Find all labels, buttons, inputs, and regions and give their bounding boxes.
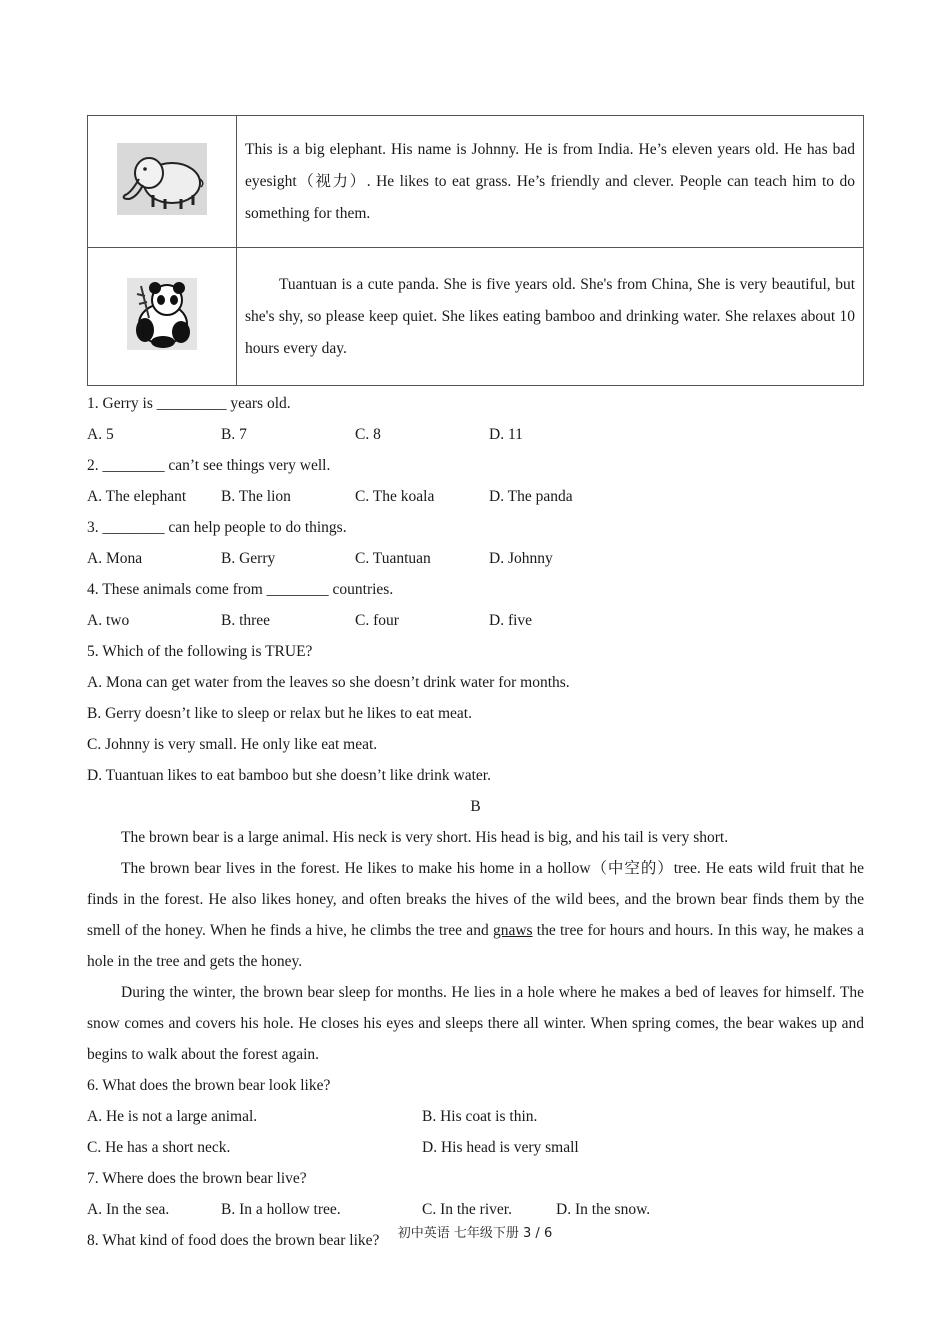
- question-stem: 2. ________ can’t see things very well.: [87, 457, 331, 474]
- option: C. Johnny is very small. He only like eat meat.: [87, 736, 378, 753]
- option: C. In the river.: [422, 1201, 512, 1218]
- panda-description: Tuantuan is a cute panda. She is five years old. She's from China, She is very beautiful, but she's shy, so please keep quiet. She likes eating bamboo and drinking water. She relaxes about 10 hours every day.: [237, 248, 864, 386]
- question-stem: 6. What does the brown bear look like?: [87, 1077, 331, 1094]
- passage-paragraph-2: [87, 853, 864, 977]
- option: B. Gerry: [221, 550, 276, 567]
- table-row: [88, 116, 864, 248]
- option: B. The lion: [221, 488, 291, 505]
- page-content: [87, 115, 864, 1256]
- option: A. two: [87, 612, 130, 629]
- option: B. three: [221, 612, 271, 629]
- passage-paragraph-1: The brown bear is a large animal. His neck is very short. His head is big, and his tail is very short.: [121, 829, 729, 846]
- question-stem: 7. Where does the brown bear live?: [87, 1170, 307, 1187]
- option: B. In a hollow tree.: [221, 1201, 341, 1218]
- options-row: [87, 543, 864, 574]
- question-6: [87, 1070, 864, 1163]
- option: A. Mona can get water from the leaves so she doesn’t drink water for months.: [87, 674, 570, 691]
- option: A. The elephant: [87, 488, 187, 505]
- options-row: [87, 419, 864, 450]
- question-stem: 3. ________ can help people to do things.: [87, 519, 347, 536]
- option: A. Mona: [87, 550, 143, 567]
- option: A. 5: [87, 426, 114, 443]
- question-stem: 5. Which of the following is TRUE?: [87, 643, 313, 660]
- option: C. Tuantuan: [355, 550, 431, 567]
- option: D. Johnny: [489, 550, 553, 567]
- question-stem: 1. Gerry is _________ years old.: [87, 395, 291, 412]
- elephant-cell: [88, 116, 237, 248]
- elephant-icon: [117, 143, 207, 220]
- passage-paragraph-3: During the winter, the brown bear sleep for months. He lies in a hole where he makes a bed of leaves for himself. The snow comes and covers his hole. He closes his eyes and sleeps there all winter. When spring comes, the bear wakes up and begins to walk about the forest again.: [87, 984, 864, 1063]
- option: C. The koala: [355, 488, 435, 505]
- panda-icon: [127, 278, 197, 355]
- question-4: [87, 574, 864, 636]
- option: A. He is not a large animal.: [87, 1108, 258, 1125]
- options-row: [87, 481, 864, 512]
- options-row: [87, 1101, 864, 1132]
- options-row: [87, 1194, 864, 1225]
- question-1: [87, 388, 864, 450]
- option: D. Tuantuan likes to eat bamboo but she doesn’t like drink water.: [87, 767, 491, 784]
- option: C. four: [355, 612, 399, 629]
- option: D. The panda: [489, 488, 573, 505]
- elephant-description: This is a big elephant. His name is Johnny. He is from India. He’s eleven years old. He has bad eyesight（视力）. He likes to eat grass. He’s friendly and clever. People can teach him to do something for them.: [237, 116, 864, 248]
- option: D. 11: [489, 426, 523, 443]
- question-8-stem: 8. What kind of food does the brown bear like?: [87, 1232, 380, 1249]
- option: A. In the sea.: [87, 1201, 170, 1218]
- panda-cell: [88, 248, 237, 386]
- option: C. He has a short neck.: [87, 1139, 231, 1156]
- option: D. In the snow.: [556, 1201, 651, 1218]
- question-stem: 4. These animals come from ________ countries.: [87, 581, 394, 598]
- paragraph-text: The brown bear lives in the forest. He likes to make his home in a hollow（中空的）tree. He eats wild fruit that he finds in the forest. He also likes honey, and often breaks the hives of the wild bees, and the brown bear finds them by the smell of the honey. When he finds a hive, he climbs the tree and: [87, 860, 864, 939]
- section-heading: B: [470, 798, 481, 815]
- options-row: [87, 1132, 864, 1163]
- page-footer: 初中英语 七年级下册 3 / 6: [397, 1226, 553, 1241]
- option: D. five: [489, 612, 533, 629]
- question-5: [87, 636, 864, 791]
- question-3: [87, 512, 864, 574]
- question-7: [87, 1163, 864, 1225]
- animal-table: [87, 115, 864, 386]
- options-row: [87, 605, 864, 636]
- table-row: [88, 248, 864, 386]
- option: B. His coat is thin.: [422, 1108, 538, 1125]
- option: D. His head is very small: [422, 1139, 579, 1156]
- question-2: [87, 450, 864, 512]
- option: B. 7: [221, 426, 247, 443]
- option: B. Gerry doesn’t like to sleep or relax but he likes to eat meat.: [87, 705, 472, 722]
- paragraph-text: the tree for hours and hours. In this way, he makes a hole in the tree and gets the honey.: [87, 922, 864, 970]
- underlined-word: gnaws: [492, 922, 533, 939]
- option: C. 8: [355, 426, 381, 443]
